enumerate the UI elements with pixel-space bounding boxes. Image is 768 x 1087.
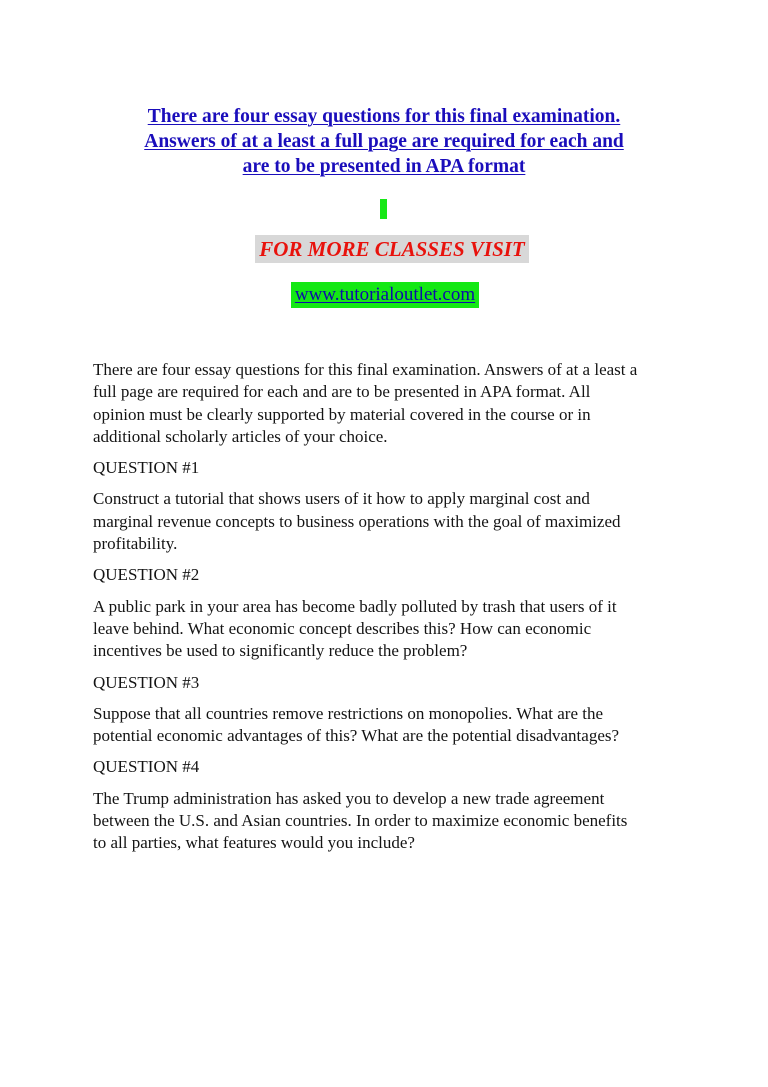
document-body [93, 359, 683, 864]
text-line: incentives be used to significantly reduce the problem? [93, 641, 468, 661]
green-highlight-mark [380, 199, 387, 219]
text-line: potential economic advantages of this? What are the potential disadvantages? [93, 726, 620, 746]
text-line: opinion must be clearly supported by material covered in the course or in [93, 404, 591, 424]
title-line: There are four essay questions for this final examination. [147, 106, 621, 127]
promo-link-row [0, 282, 768, 308]
question-1-body [93, 488, 683, 555]
title-line: are to be presented in APA format [242, 156, 526, 177]
website-link[interactable]: www.tutorialoutlet.com [291, 282, 479, 308]
heading-text: QUESTION #2 [93, 565, 200, 585]
text-line: leave behind. What economic concept describes this? How can economic [93, 618, 592, 638]
heading-text: QUESTION #4 [93, 757, 200, 777]
text-line: full page are required for each and are to be presented in APA format. All [93, 382, 591, 402]
intro-paragraph [93, 359, 683, 448]
question-2-body [93, 596, 683, 663]
heading-text: QUESTION #1 [93, 458, 200, 478]
document-title [80, 104, 688, 179]
text-line: to all parties, what features would you include? [93, 833, 415, 853]
text-line: The Trump administration has asked you to develop a new trade agreement [93, 788, 605, 808]
question-3-body [93, 703, 683, 748]
text-line: Construct a tutorial that shows users of it how to apply marginal cost and [93, 489, 590, 509]
text-line: A public park in your area has become badly polluted by trash that users of it [93, 596, 617, 616]
heading-text: QUESTION #3 [93, 672, 200, 692]
question-3-heading [93, 672, 683, 694]
visit-label: FOR MORE CLASSES VISIT [255, 235, 529, 263]
text-line: marginal revenue concepts to business operations with the goal of maximized [93, 511, 621, 531]
promo-banner [0, 235, 768, 263]
text-line: profitability. [93, 534, 178, 554]
question-4-heading [93, 756, 683, 778]
text-line: There are four essay questions for this final examination. Answers of at a least a [93, 360, 638, 379]
question-1-heading [93, 457, 683, 479]
question-4-body [93, 788, 683, 855]
question-2-heading [93, 564, 683, 586]
title-line: Answers of at a least a full page are required for each and [144, 131, 624, 152]
text-line: additional scholarly articles of your choice. [93, 426, 388, 446]
text-line: Suppose that all countries remove restrictions on monopolies. What are the [93, 703, 604, 723]
text-line: between the U.S. and Asian countries. In order to maximize economic benefits [93, 811, 628, 831]
